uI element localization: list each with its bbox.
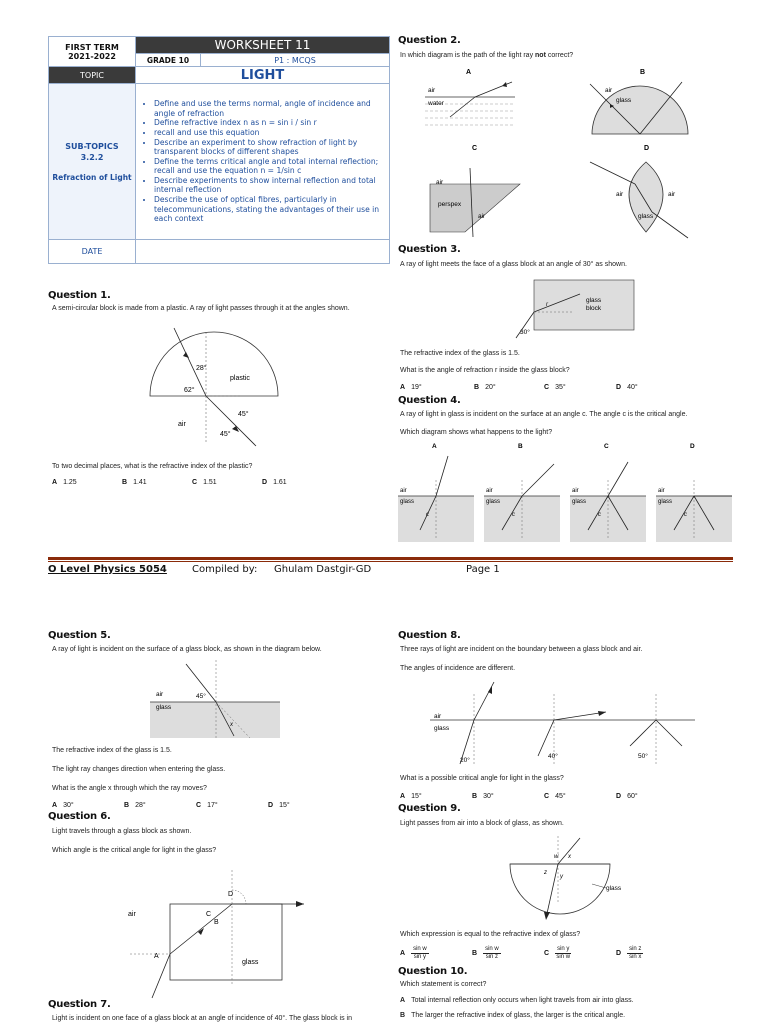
topic-label: TOPIC [49,67,136,84]
q1-label-air: air [178,421,186,428]
q8-option-c[interactable]: C 45° [544,793,566,800]
svg-text:B: B [518,443,523,450]
q3-diagram [500,272,650,344]
svg-text:glass: glass [616,97,632,104]
q8-question: What is a possible critical angle for light in the glass? [400,775,564,782]
q5-option-a[interactable]: A 30° [52,802,74,809]
footer-rule [48,557,733,560]
worksheet-title: WORKSHEET 11 [136,37,390,54]
term-cell [49,37,136,67]
subtopics-name: Refraction of Light [52,172,132,182]
q8-text: Three rays of light are incident on the boundary between a glass block and air. [400,646,643,653]
objective-item: • Describe an experiment to show refraction of light by transparent blocks of different shapes [154,138,385,157]
term-label: FIRST TERM [65,42,119,52]
q3-line1: The refractive index of the glass is 1.5. [400,350,520,357]
svg-text:glass: glass [606,885,622,892]
svg-text:air: air [605,87,613,94]
q3-option-a[interactable]: A 19° [400,384,422,391]
svg-text:glass: glass [486,499,501,505]
q1-option-c[interactable]: C 1.51 [192,479,217,486]
svg-text:air: air [128,911,136,918]
svg-text:water: water [428,100,444,107]
svg-text:45°: 45° [196,693,206,700]
footer-author: Ghulam Dastgir-GD [274,564,372,575]
objective-item: • Describe the use of optical fibres, particularly in telecommunications, stating the advantages of their use in each context [154,195,385,224]
q6-heading: Question 6. [48,811,111,822]
svg-text:C: C [472,145,478,152]
svg-text:air: air [668,191,676,198]
q3-text: A ray of light meets the face of a glass block at an angle of 30° as shown. [400,261,627,268]
q3-option-b[interactable]: B 20° [474,384,496,391]
q6-diagram [120,860,320,1000]
q3-line2: What is the angle of refraction r inside the glass block? [400,367,570,374]
q9-options [400,946,700,968]
svg-text:B: B [214,919,219,926]
footer-rule-thin [48,561,733,562]
q1-text: A semi-circular block is made from a plastic. A ray of light passes through it at the angles shown. [52,305,350,312]
q1-heading: Question 1. [48,290,111,301]
svg-text:c: c [598,512,601,518]
svg-text:air: air [572,488,579,494]
q4-diagram-b [484,443,560,542]
topic-title: LIGHT [136,67,390,84]
q1-label-45b: 45° [220,431,231,438]
q1-label-62: 62° [184,387,195,394]
q2-diagrams [420,62,720,240]
svg-text:A: A [432,443,437,450]
svg-text:glass: glass [156,704,172,711]
svg-text:D: D [228,891,234,898]
q10-option-b[interactable]: B The larger the refractive index of glass, the larger is the critical angle. [400,1012,626,1019]
objective-item: • Define the terms critical angle and total internal reflection; recall and use the equation n = 1/sin c [154,157,385,176]
q6-text: Light travels through a glass block as shown. [52,828,192,835]
q10-option-a[interactable]: A Total internal reflection only occurs when light travels from air into glass. [400,997,634,1004]
svg-text:air: air [434,713,442,720]
objectives-list [136,97,389,226]
svg-text:r: r [546,302,548,308]
q1-label-45a: 45° [238,411,249,418]
q9-option-b[interactable]: B $\frac{\text{sin w}}{\text{sin z}}$ [472,946,499,960]
q6-question: Which angle is the critical angle for light in the glass? [52,847,217,854]
q2-heading: Question 2. [398,35,461,46]
q9-option-d[interactable]: D $\frac{\text{sin z}}{\text{sin x}}$ [616,946,642,960]
q5-option-c[interactable]: C 17° [196,802,218,809]
q4-text: A ray of light in glass is incident on the surface at an angle c. The angle c is the critical angle. [400,411,688,418]
q8-line1: The angles of incidence are different. [400,665,516,672]
q8-option-b[interactable]: B 30° [472,793,494,800]
q2-text: In which diagram is the path of the light ray not correct? [400,52,574,59]
svg-text:block: block [586,305,602,312]
svg-text:c: c [684,512,687,518]
svg-text:20°: 20° [460,757,470,764]
svg-text:B: B [640,69,646,76]
q5-option-d[interactable]: D 15° [268,802,290,809]
q4-question: Which diagram shows what happens to the light? [400,429,553,436]
subtopics-label: SUB-TOPICS [65,141,119,151]
q8-option-a[interactable]: A 15° [400,793,422,800]
year-label: 2021-2022 [68,51,116,61]
footer-course: O Level Physics 5054 [48,564,167,575]
q5-heading: Question 5. [48,630,111,641]
svg-text:air: air [436,179,444,186]
footer-compiled-label: Compiled by: [192,564,258,575]
q9-option-a[interactable]: A $\frac{\text{sin w}}{\text{sin y}}$ [400,946,427,960]
svg-text:air: air [400,488,407,494]
grade-label: GRADE 10 [136,54,201,67]
objective-item: • recall and use this equation [154,128,385,138]
footer-page: Page 1 [466,564,500,575]
svg-text:air: air [658,488,665,494]
q1-diagram [140,322,320,450]
svg-text:z: z [544,870,547,876]
objective-item: • Describe experiments to show internal reflection and total internal reflection [154,176,385,195]
svg-text:C: C [604,443,609,450]
q3-option-c[interactable]: C 35° [544,384,566,391]
q4-heading: Question 4. [398,395,461,406]
q3-option-d[interactable]: D 40° [616,384,638,391]
q5-diagram [150,658,290,740]
svg-text:c: c [426,512,429,518]
q9-question: Which expression is equal to the refractive index of glass? [400,931,581,938]
q8-heading: Question 8. [398,630,461,641]
svg-text:40°: 40° [548,753,558,760]
svg-text:glass: glass [434,725,450,732]
worksheet-header-table [48,36,390,264]
q4-diagram-d [656,443,732,542]
subtopics-cell [49,84,136,240]
q1-label-28: 28° [196,365,207,372]
svg-text:air: air [156,691,164,698]
svg-text:w: w [554,854,559,860]
svg-text:x: x [230,722,233,728]
svg-text:30°: 30° [520,329,530,336]
q4-diagram-a [398,443,474,542]
q7-heading: Question 7. [48,999,111,1010]
q8-option-d[interactable]: D 60° [616,793,638,800]
q9-diagram [500,834,640,924]
q1-option-a[interactable]: A 1.25 [52,479,77,486]
q9-option-c[interactable]: C $\frac{\text{sin y}}{\text{sin w}}$ [544,946,571,960]
q5-text: A ray of light is incident on the surface of a glass block, as shown in the diagram below. [52,646,322,653]
q8-diagram [430,676,700,768]
q10-text: Which statement is correct? [400,981,487,988]
date-field[interactable] [136,240,390,264]
svg-text:glass: glass [586,297,602,304]
q3-heading: Question 3. [398,244,461,255]
svg-text:air: air [616,191,624,198]
svg-text:air: air [486,488,493,494]
q1-question: To two decimal places, what is the refractive index of the plastic? [52,463,253,470]
svg-text:glass: glass [242,959,259,966]
q9-heading: Question 9. [398,803,461,814]
svg-text:perspex: perspex [438,201,462,208]
date-label: DATE [49,240,136,264]
q5-line1: The refractive index of the glass is 1.5. [52,747,172,754]
objective-item: • Define and use the terms normal, angle of incidence and angle of refraction [154,99,385,118]
objectives-cell [136,84,390,240]
svg-text:glass: glass [572,499,587,505]
svg-text:A: A [466,69,472,76]
svg-text:C: C [206,911,212,918]
q4-diagram-c [570,443,646,542]
svg-text:air: air [428,87,436,94]
q1-option-b[interactable]: B 1.41 [122,479,147,486]
svg-text:y: y [560,874,563,880]
q5-line2: The light ray changes direction when entering the glass. [52,766,226,773]
objective-item: • Define refractive index n as n = sin i / sin r [154,118,385,128]
svg-text:glass: glass [658,499,673,505]
svg-text:glass: glass [638,213,654,220]
q4-diagrams [398,440,738,544]
svg-text:c: c [512,512,515,518]
subtopics-code: 3.2.2 [80,152,104,162]
svg-text:air: air [478,213,486,220]
q9-text: Light passes from air into a block of glass, as shown. [400,820,564,827]
svg-text:x: x [568,854,571,860]
svg-text:D: D [690,443,695,450]
q10-heading: Question 10. [398,966,468,977]
svg-text:D: D [644,145,650,152]
svg-text:A: A [154,953,159,960]
q1-option-d[interactable]: D 1.61 [262,479,287,486]
svg-text:glass: glass [400,499,415,505]
q1-label-plastic: plastic [230,375,250,382]
paper-label: P1 : MCQS [201,54,390,67]
q7-text: Light is incident on one face of a glass block at an angle of incidence of 40°. The glass block is in [52,1015,352,1022]
q5-line3: What is the angle x through which the ray moves? [52,785,207,792]
svg-text:50°: 50° [638,753,648,760]
q5-option-b[interactable]: B 28° [124,802,146,809]
